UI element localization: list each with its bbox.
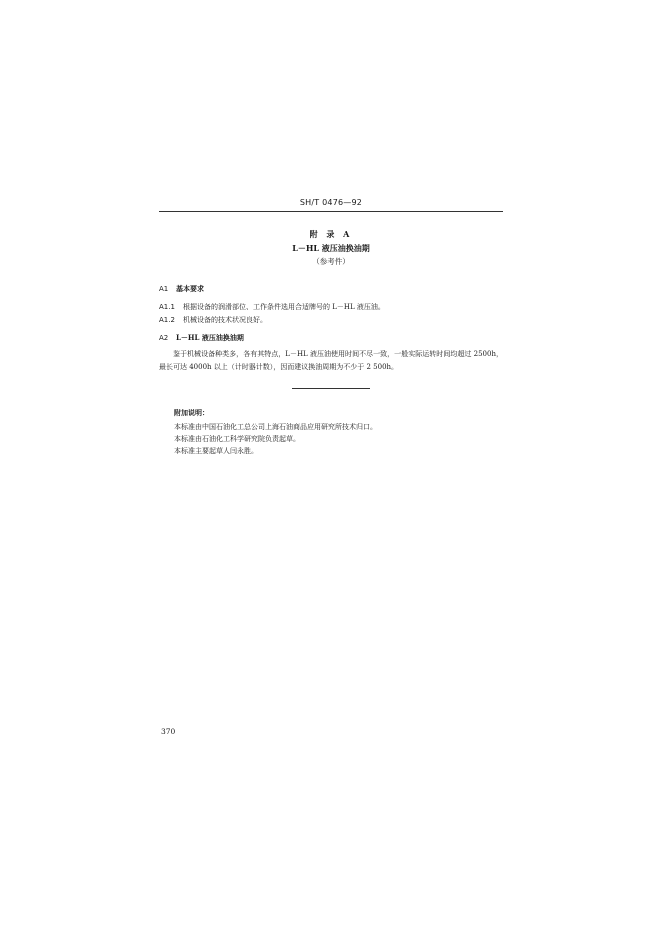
section-number: A1 xyxy=(159,285,169,293)
section-heading-a1 xyxy=(159,284,204,294)
item-number: A1.1 xyxy=(159,303,175,311)
notes-title: 附加说明： xyxy=(174,408,209,417)
appendix-subtitle: L－HL 液压油换油期 xyxy=(292,243,370,253)
item-text: 机械设备的技术状况良好。 xyxy=(183,316,267,324)
note-line: 本标准由中国石油化工总公司上海石油商品应用研究所技术归口。 xyxy=(174,423,377,431)
section-heading-a2 xyxy=(159,333,244,343)
item-a1-1 xyxy=(159,302,385,312)
divider-rule xyxy=(292,388,370,389)
item-a1-2 xyxy=(159,315,267,325)
section-title: L－HL 液压油换油期 xyxy=(176,333,244,342)
appendix-note: （参考件） xyxy=(312,257,350,266)
note-line: 本标准主要起草人闫永胜。 xyxy=(174,447,258,455)
section-number: A2 xyxy=(159,334,169,342)
item-text: 根据设备的润滑部位、工作条件选用合适牌号的 L－HL 液压油。 xyxy=(183,303,385,311)
body-paragraph: 鉴于机械设备种类多，各有其特点，L－HL 液压油使用时间不尽一致，一般实际运转时间均超过 2500h，最长可达 4000h 以上（计时器计数），因而建议换油周期为不少于 2 500h。 xyxy=(159,350,503,371)
standard-code: SH/T 0476—92 xyxy=(299,198,363,207)
header-rule xyxy=(159,211,503,212)
appendix-title: 附 录 A xyxy=(309,229,353,239)
note-line: 本标准由石油化工科学研究院负责起草。 xyxy=(174,435,300,443)
page-number: 370 xyxy=(161,727,176,736)
item-number: A1.2 xyxy=(159,316,175,324)
section-title: 基本要求 xyxy=(176,284,204,293)
